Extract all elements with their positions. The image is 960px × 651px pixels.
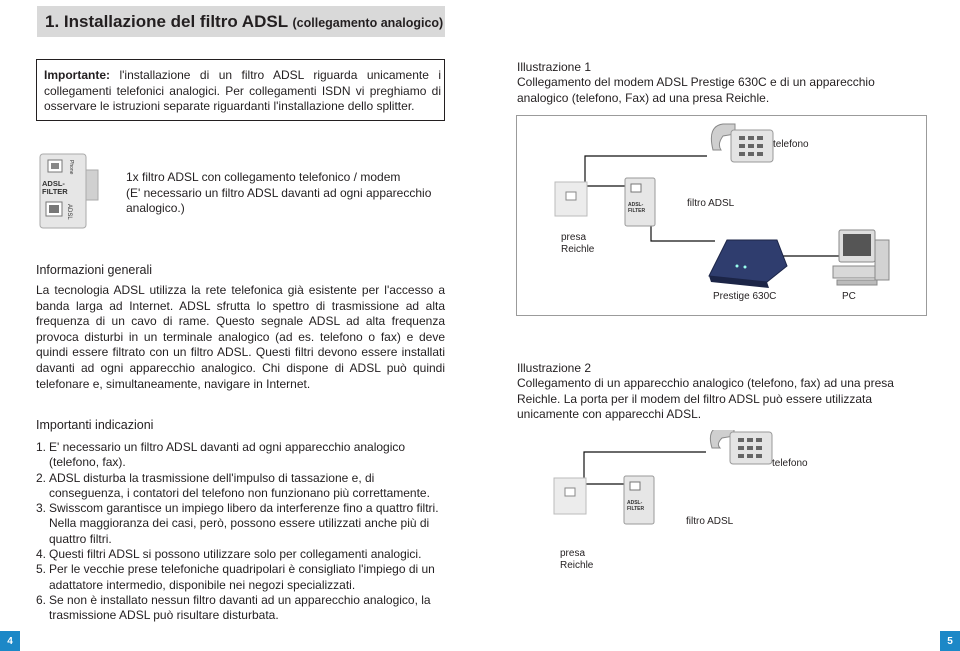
- illustration2-title: Illustrazione 2: [517, 361, 592, 375]
- svg-text:FILTER: FILTER: [628, 208, 646, 214]
- label-phone: telefono: [773, 139, 809, 150]
- title-main: 1. Installazione del filtro ADSL: [45, 12, 288, 31]
- label-socket: presa Reichle: [561, 232, 595, 255]
- important-note-box: [36, 59, 445, 121]
- page-title: [45, 12, 443, 32]
- svg-text:FILTER: FILTER: [627, 506, 645, 512]
- list-item-text: Questi filtri ADSL si possono utilizzare solo per collegamenti analogici.: [49, 547, 422, 562]
- label2-filter: filtro ADSL: [686, 516, 734, 527]
- reichle-socket-icon: [554, 478, 586, 514]
- filter-label-top: ADSL-: [42, 179, 65, 188]
- info-heading: Informazioni generali: [36, 263, 153, 277]
- important-heading: Importanti indicazioni: [36, 418, 154, 432]
- filter-label-phone: Phone: [68, 160, 74, 175]
- list-item-number: 4.: [36, 547, 47, 562]
- list-item-text: Se non è installato nessun filtro davanti ad un apparecchio analogico, la trasmissione ADSL può risultare disturbata.: [49, 592, 431, 623]
- filter-label-side: ADSL: [66, 204, 72, 220]
- telephone-icon: [711, 124, 773, 162]
- svg-text:ADSL-: ADSL-: [628, 202, 644, 208]
- list-item: [36, 501, 445, 547]
- label2-phone: telefono: [772, 458, 808, 469]
- title-bar: [37, 6, 445, 37]
- label2-socket: presa Reichle: [560, 548, 594, 571]
- list-item-text: ADSL disturba la trasmissione dell'impulso di tassazione e, di conseguenza, i contatori del telefono non funzionano più correttamente.: [49, 470, 430, 500]
- list-item-text: Swisscom garantisce un impiego libero da interferenze fino a quattro filtri. Nella maggioranza dei casi, però, possono essere utilizzati anche più di quattro filtri.: [49, 501, 439, 546]
- label-filter: filtro ADSL: [687, 198, 735, 209]
- adsl-filter-image: [36, 152, 100, 230]
- important-list: [36, 440, 445, 624]
- filter-caption-title: 1x filtro ADSL con collegamento telefonico / modem: [126, 170, 401, 184]
- adsl-filter-icon: [624, 476, 654, 524]
- list-item-number: 2.: [36, 470, 47, 485]
- telephone-icon: [710, 430, 772, 464]
- reichle-socket-icon: [555, 182, 587, 216]
- illustration2-text: Collegamento di un apparecchio analogico (telefono, fax) ad una presa Reichle. La porta per il modem del filtro ADSL può essere utilizzata unicamente con apparecchi ADSL.: [517, 376, 894, 421]
- important-note: [44, 68, 441, 115]
- diagram1-art: [517, 116, 926, 315]
- label-pc: PC: [842, 291, 856, 302]
- list-item-number: 3.: [36, 501, 47, 516]
- list-item: [36, 440, 445, 471]
- pc-icon: [833, 230, 889, 285]
- list-item-text: E' necessario un filtro ADSL davanti ad ogni apparecchio analogico (telefono, fax).: [49, 440, 406, 470]
- list-item-number: 1.: [36, 440, 47, 454]
- illustration1-diagram: [516, 115, 927, 316]
- adsl-filter-icon: [625, 178, 655, 226]
- list-item: [36, 562, 445, 593]
- svg-text:ADSL-: ADSL-: [627, 500, 643, 506]
- illustration1-title: Illustrazione 1: [517, 60, 592, 74]
- wire-filter-modem: [651, 224, 715, 241]
- list-item: [36, 547, 445, 562]
- title-sub: (collegamento analogico): [292, 16, 444, 30]
- wire-socket-filter: [585, 186, 625, 199]
- illustration2-diagram: [516, 430, 927, 590]
- page-number-left: [0, 631, 20, 651]
- page-number-right-text: 5: [947, 636, 953, 647]
- filter-caption-text: (E' necessario un filtro ADSL davanti ad ogni apparecchio analogico.): [126, 185, 432, 215]
- modem-icon: [709, 240, 787, 288]
- filter-caption: [126, 170, 446, 217]
- label-modem: Prestige 630C: [713, 291, 777, 302]
- list-item-text: Per le vecchie prese telefoniche quadripolari è consigliato l'impiego di un adattatore intermedio, disponibile nei negozi specializzati.: [49, 562, 435, 592]
- wire2-socket-filter: [584, 484, 624, 496]
- page-number-right: [940, 631, 960, 651]
- page-number-left-text: 4: [7, 636, 13, 647]
- illustration1-text: Collegamento del modem ADSL Prestige 630C e di un apparecchio analogico (telefono, Fax) ad una presa Reichle.: [517, 75, 875, 105]
- filter-label-top-2: FILTER: [42, 187, 68, 196]
- list-item: [36, 593, 445, 624]
- note-text: l'installazione di un filtro ADSL riguarda unicamente i collegamenti telefonici analogici. Per collegamenti ISDN vi preghiamo di osservare le istruzioni separate riguardanti l'installazione dello splitter.: [44, 68, 441, 113]
- list-item-number: 6.: [36, 592, 47, 607]
- info-paragraph: La tecnologia ADSL utilizza la rete telefonica già esistente per l'accesso a banda larga ad Internet. ADSL sfrutta lo spettro di trasmissione ad alta frequenza di un cavo di rame. Questo segnale ADSL ad alta frequenza provoca disturbi in un terminale analogico (ad es. telefono o fax) e deve quindi essere filtrato con un filtro ADSL. Questi filtri devono essere installati davanti ad ogni apparecchio analogico. Chi dispone di ADSL può quindi telefonare e, simultaneamente, navigare in Internet.: [36, 283, 445, 391]
- list-item-number: 5.: [36, 562, 47, 577]
- note-label: Importante:: [44, 68, 110, 82]
- list-item: [36, 471, 445, 502]
